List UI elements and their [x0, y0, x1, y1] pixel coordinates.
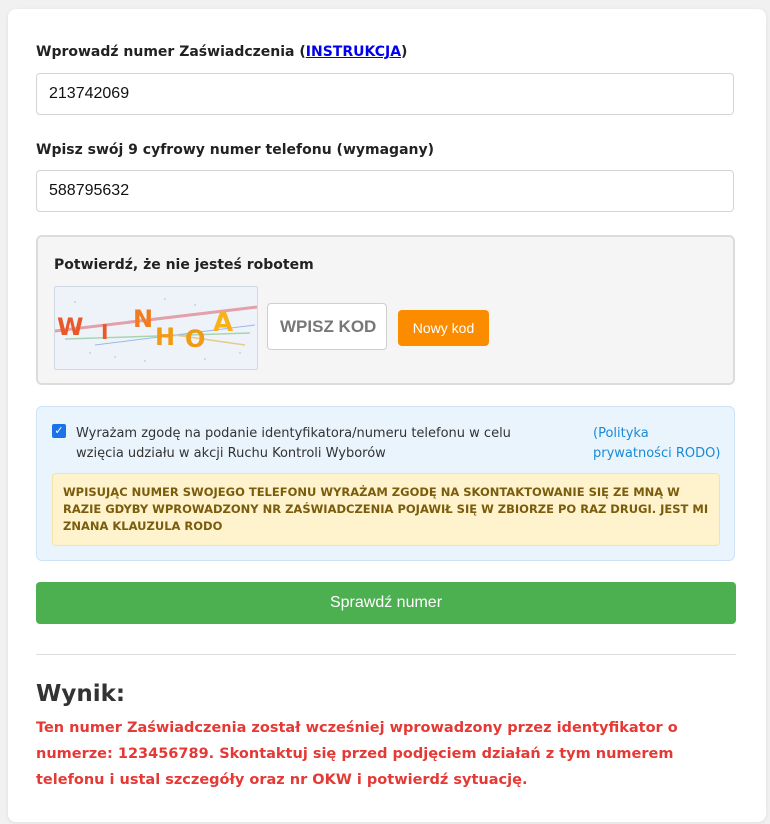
consent-checkbox[interactable]: ✓: [52, 424, 66, 438]
new-code-button[interactable]: Nowy kod: [398, 310, 489, 346]
captcha-title: Potwierdź, że nie jesteś robotem: [54, 257, 314, 273]
captcha-image: [54, 286, 258, 370]
cert-label-end: ): [401, 44, 408, 60]
captcha-graphic: [55, 287, 257, 369]
consent-section: [36, 406, 735, 561]
result-message: Ten numer Zaświadczenia został wcześniej wprowadzony przez identyfikator o numerze: 123456789. Skontaktuj się przed podjęciem działań z tym numerem telefonu i ustal szczegóły oraz nr OKW i potwierdź sytuację.: [36, 720, 678, 788]
privacy-policy-link[interactable]: (Polityka prywatności RODO): [593, 426, 721, 461]
captcha-letter-1: W: [57, 313, 84, 341]
divider: [36, 654, 736, 655]
cert-label-text: Wprowadź numer Zaświadczenia (: [36, 44, 306, 60]
check-number-button[interactable]: Sprawdź numer: [36, 582, 736, 624]
result-title: Wynik:: [36, 681, 126, 707]
captcha-letter-2: I: [101, 320, 109, 344]
captcha-input[interactable]: WPISZ KOD: [267, 303, 387, 350]
captcha-letter-4: H: [155, 323, 176, 351]
phone-label: Wpisz swój 9 cyfrowy numer telefonu (wymagany): [36, 142, 435, 158]
captcha-section: [36, 235, 735, 385]
cert-number-label: [36, 44, 407, 60]
instructions-link[interactable]: INSTRUKCJA: [305, 44, 402, 60]
captcha-letter-6: A: [213, 308, 234, 338]
captcha-letter-5: O: [185, 325, 206, 353]
phone-input[interactable]: 588795632: [36, 170, 734, 212]
consent-warning: WPISUJĄC NUMER SWOJEGO TELEFONU WYRAŻAM ZGODĘ NA SKONTAKTOWANIE SIĘ ZE MNĄ W RAZIE GDYBY WPROWADZONY NR ZAŚWIADCZENIA POJAWIŁ SIĘ W ZBIORZE PO RAZ DRUGI. JEST MI ZNANA KLAUZULA RODO: [52, 473, 720, 546]
captcha-letter-3: N: [133, 305, 154, 333]
cert-number-input[interactable]: 213742069: [36, 73, 734, 115]
consent-text: Wyrażam zgodę na podanie identyfikatora/numeru telefonu w celu wzięcia udziału w akcji Ruchu Kontroli Wyborów: [76, 426, 511, 461]
verification-card: [8, 9, 766, 822]
